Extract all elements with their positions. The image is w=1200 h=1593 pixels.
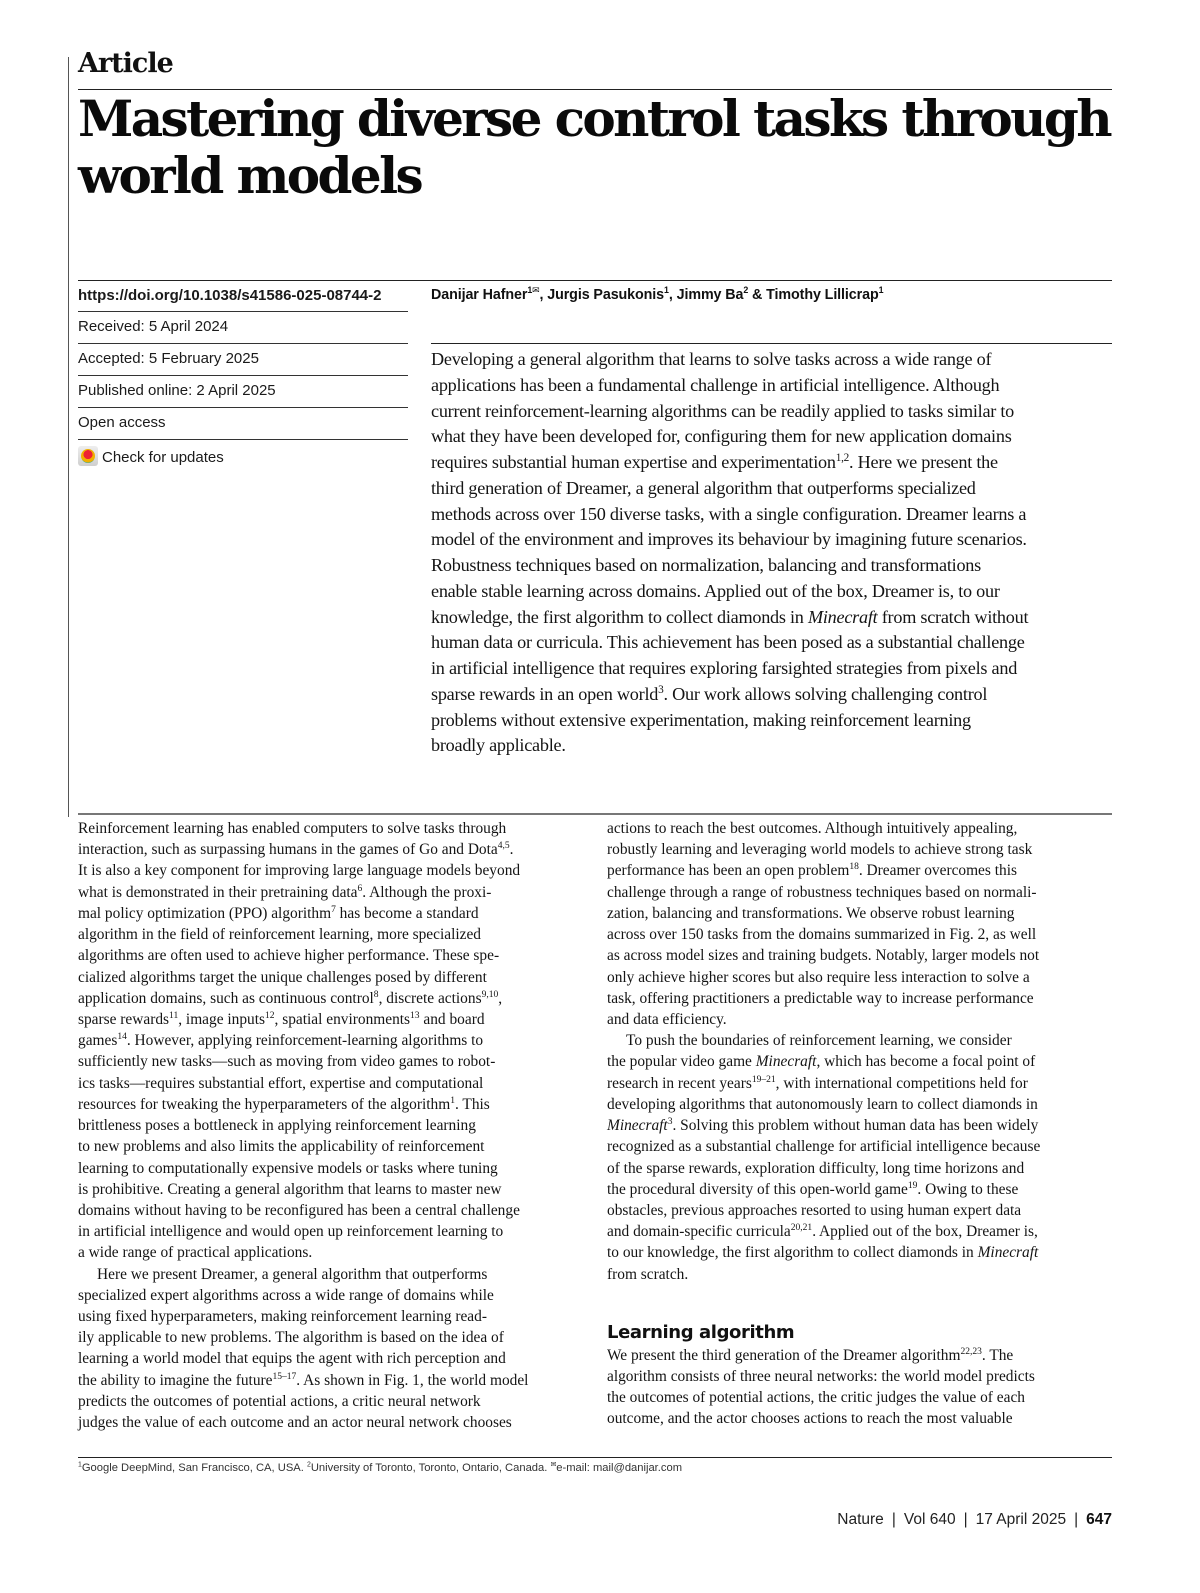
- author-separator: &: [748, 287, 767, 303]
- body-top-rule: [78, 813, 1112, 815]
- author-separator: ,: [539, 287, 548, 303]
- abstract-line: third generation of Dreamer, a general algorithm that outperforms specialized: [431, 477, 976, 498]
- journal-name: Nature: [837, 1511, 884, 1528]
- author-name[interactable]: Jurgis Pasukonis: [547, 287, 665, 303]
- affiliations-footnote: $^1$Google DeepMind, San Francisco, CA, USA. $^2$University of Toronto, Toronto, Ontario, Canada. ✉e-mail: mail@danijar.com: [78, 1461, 683, 1474]
- body-line: and domain-specific curricula$^{20,21}$. Applied out of the box, Dreamer is,: [607, 1222, 1038, 1241]
- body-line: learning to computationally expensive models or tasks where tuning: [78, 1159, 498, 1177]
- article-type-label: Article: [78, 48, 173, 79]
- body-line: robustly learning and leveraging world models to achieve strong task: [607, 841, 1033, 859]
- author-name[interactable]: Timothy Lillicrap: [766, 287, 879, 303]
- issue-date: 17 April 2025: [975, 1511, 1067, 1528]
- citation[interactable]: 4,5: [497, 840, 510, 852]
- meta-divider: [78, 439, 408, 440]
- body-line: outcome, and the actor chooses actions to reach the most valuable: [607, 1410, 1013, 1428]
- citation[interactable]: 15–17: [272, 1370, 297, 1382]
- body-line: algorithm consists of three neural networks: the world model predicts: [607, 1368, 1035, 1386]
- citation[interactable]: 1,2: [835, 451, 850, 464]
- body-line: We present the third generation of the Dreamer algorithm$^{22,23}$. The: [607, 1345, 1014, 1364]
- citation[interactable]: 9,10: [481, 988, 499, 1000]
- doi-link[interactable]: https://doi.org/10.1038/s41586-025-08744-2: [78, 287, 382, 304]
- citation[interactable]: 19: [907, 1179, 918, 1191]
- body-line: application domains, such as continuous control$^8$, discrete actions$^{9,10}$,: [78, 988, 503, 1007]
- author-affiliation: 1: [664, 285, 669, 296]
- body-line: brittleness poses a bottleneck in applying reinforcement learning: [78, 1117, 476, 1135]
- body-line: sparse rewards$^{11}$, image inputs$^{12}$, spatial environments$^{13}$ and board: [78, 1009, 485, 1028]
- check-updates-label: Check for updates: [102, 449, 224, 466]
- body-line: developing algorithms that autonomously learn to collect diamonds in: [607, 1095, 1038, 1113]
- citation[interactable]: 20,21: [790, 1222, 813, 1234]
- abstract-line: model of the environment and improves its behaviour by imagining future scenarios.: [431, 529, 1027, 550]
- citation[interactable]: 11: [169, 1009, 179, 1021]
- abstract-line: current reinforcement-learning algorithms can be readily applied to tasks similar to: [431, 400, 1015, 421]
- author-affiliation: 1✉: [527, 285, 540, 296]
- body-line: It is also a key component for improving large language models beyond: [78, 862, 521, 880]
- body-line: the ability to imagine the future$^{15-17}$. As shown in Fig. 1, the world model: [78, 1370, 529, 1389]
- body-line: performance has been an open problem$^{18}$. Dreamer overcomes this: [607, 861, 1017, 880]
- citation[interactable]: 22,23: [960, 1345, 982, 1357]
- citation[interactable]: 8: [373, 988, 379, 1000]
- received-date: Received: 5 April 2024: [78, 318, 229, 335]
- body-line: of the sparse rewards, exploration difficulty, long time horizons and: [607, 1159, 1025, 1177]
- title-line-1: Mastering diverse control tasks through: [78, 89, 1110, 148]
- page-footer: Nature | Vol 640 | 17 April 2025 | 647: [837, 1511, 1112, 1528]
- email-icon: ✉: [550, 1461, 557, 1469]
- body-line: the procedural diversity of this open-world game$^{19}$. Owing to these: [607, 1179, 1019, 1198]
- abstract: [431, 347, 1121, 759]
- body-line: cialized algorithms target the unique challenges posed by different: [78, 968, 487, 986]
- abstract-line: knowledge, the first algorithm to collect diamonds in Minecraft from scratch without: [431, 606, 1029, 627]
- abstract-line: requires substantial human expertise and experimentation$^{1,2}$. Here we present the: [431, 451, 998, 472]
- abstract-line: sparse rewards in an open world$^3$. Our work allows solving challenging control: [431, 683, 988, 704]
- body-line: only achieve higher scores but also require less interaction to solve a: [607, 968, 1030, 986]
- body-line: ily applicable to new problems. The algorithm is based on the idea of: [78, 1329, 504, 1347]
- body-line: recognized as a substantial challenge for artificial intelligence because: [607, 1138, 1041, 1156]
- abstract-line: what they have been developed for, configuring them for new application domains: [431, 426, 1012, 447]
- body-line: learning a world model that equips the agent with rich perception and: [78, 1350, 506, 1368]
- body-line: Here we present Dreamer, a general algorithm that outperforms: [97, 1265, 488, 1283]
- body-line: resources for tweaking the hyperparameters of the algorithm$^1$. This: [78, 1094, 490, 1113]
- body-line: to our knowledge, the first algorithm to collect diamonds in Minecraft: [607, 1244, 1039, 1262]
- check-for-updates-button[interactable]: [78, 446, 408, 466]
- citation[interactable]: 13: [410, 1009, 420, 1021]
- body-line: actions to reach the best outcomes. Although intuitively appealing,: [607, 820, 1018, 837]
- body-column-left: [78, 818, 586, 1433]
- body-line: a wide range of practical applications.: [78, 1244, 313, 1262]
- body-line: research in recent years$^{19-21}$, with international competitions held for: [607, 1073, 1028, 1092]
- body-line: specialized expert algorithms across a wide range of domains while: [78, 1286, 494, 1304]
- citation[interactable]: 18: [849, 861, 859, 873]
- body-column-right: [607, 818, 1113, 1430]
- abstract-line: Robustness techniques based on normalization, balancing and transformations: [431, 555, 981, 575]
- body-line: interaction, such as surpassing humans in the games of Go and Dota$^{4,5}$.: [78, 840, 514, 859]
- body-line: mal policy optimization (PPO) algorithm$^7$ has become a standard: [78, 903, 479, 922]
- meta-divider: [78, 407, 408, 408]
- body-line: challenge through a range of robustness techniques based on normali-: [607, 883, 1037, 901]
- author-name[interactable]: Jimmy Ba: [676, 287, 744, 303]
- citation[interactable]: 3: [658, 683, 664, 696]
- meta-top-rule: [78, 280, 1112, 281]
- abstract-line: applications has been a fundamental challenge in artificial intelligence. Although: [431, 374, 1000, 395]
- body-line: using fixed hyperparameters, making reinforcement learning read-: [78, 1308, 487, 1326]
- body-line: task, offering practitioners a predictable way to increase performance: [607, 989, 1034, 1007]
- author-name[interactable]: Danijar Hafner: [431, 287, 528, 303]
- section-heading: Learning algorithm: [607, 1321, 795, 1343]
- body-line: obstacles, previous approaches resorted to using human expert data: [607, 1201, 1022, 1219]
- open-access-label[interactable]: Open access: [78, 414, 166, 431]
- body-line: zation, balancing and transformations. We observe robust learning: [607, 904, 1015, 922]
- body-line: games$^{14}$. However, applying reinforcement-learning algorithms to: [78, 1031, 484, 1050]
- citation[interactable]: 19–21: [751, 1073, 776, 1085]
- author-affiliation: 1: [878, 285, 884, 296]
- meta-divider: [78, 343, 408, 344]
- email-link[interactable]: e-mail: mail@danijar.com: [556, 1462, 683, 1474]
- accepted-date: Accepted: 5 February 2025: [78, 350, 259, 367]
- body-line: is prohibitive. Creating a general algorithm that learns to master new: [78, 1180, 502, 1198]
- abstract-line: human data or curricula. This achievement has been posed as a substantial challenge: [431, 632, 1025, 653]
- body-line: the popular video game Minecraft, which has become a focal point of: [607, 1053, 1036, 1071]
- body-line: domains without having to be reconfigured has been a central challenge: [78, 1201, 520, 1219]
- abstract-line: methods across over 150 diverse tasks, with a single configuration. Dreamer learns a: [431, 503, 1027, 524]
- page-title: [78, 90, 1118, 204]
- author-list: [431, 287, 883, 303]
- footnote-rule: [78, 1457, 1112, 1458]
- abstract-line: broadly applicable.: [431, 735, 566, 756]
- title-line-2: world models: [78, 146, 422, 205]
- author-affiliation: 2: [743, 285, 749, 296]
- volume: Vol 640: [903, 1511, 956, 1528]
- body-line: as across model sizes and training budgets. Notably, larger models not: [607, 947, 1040, 965]
- meta-divider: [78, 311, 408, 312]
- body-line: sufficiently new tasks—such as moving from video games to robot-: [78, 1053, 496, 1071]
- abstract-line: in artificial intelligence that requires exploring farsighted strategies from pixels and: [431, 658, 1018, 678]
- abstract-line: Developing a general algorithm that learns to solve tasks across a wide range of: [431, 349, 992, 369]
- body-line: across over 150 tasks from the domains summarized in Fig. 2, as well: [607, 926, 1037, 944]
- citation[interactable]: 12: [265, 1009, 275, 1021]
- published-date: Published online: 2 April 2025: [78, 382, 276, 399]
- author-separator: ,: [668, 287, 677, 303]
- citation[interactable]: 6: [357, 882, 363, 894]
- citation[interactable]: 7: [331, 903, 336, 915]
- body-line: To push the boundaries of reinforcement learning, we consider: [626, 1032, 1012, 1050]
- abstract-top-rule: [431, 343, 1112, 344]
- citation[interactable]: 14: [117, 1031, 127, 1043]
- body-line: what is demonstrated in their pretraining data$^6$. Although the proxi-: [78, 882, 492, 901]
- body-line: predicts the outcomes of potential actions, a critic neural network: [78, 1392, 481, 1410]
- margin-rule: [68, 57, 69, 817]
- body-line: to new problems and also limits the applicability of reinforcement: [78, 1138, 485, 1156]
- body-line: ics tasks—requires substantial effort, expertise and computational: [78, 1074, 484, 1092]
- body-line: judges the value of each outcome and an actor neural network chooses: [78, 1414, 512, 1432]
- body-line: and data efficiency.: [607, 1010, 727, 1028]
- meta-divider: [78, 375, 408, 376]
- abstract-line: problems without extensive experimentation, making reinforcement learning: [431, 709, 971, 730]
- crossmark-icon: [78, 446, 98, 466]
- body-line: algorithm in the field of reinforcement learning, more specialized: [78, 926, 481, 944]
- abstract-line: enable stable learning across domains. Applied out of the box, Dreamer is, to our: [431, 580, 1000, 601]
- page-number: 647: [1086, 1511, 1112, 1528]
- body-line: algorithms are often used to achieve higher performance. These spe-: [78, 947, 500, 965]
- body-line: in artificial intelligence and would open up reinforcement learning to: [78, 1223, 504, 1241]
- body-line: the outcomes of potential actions, the critic judges the value of each: [607, 1389, 1025, 1407]
- citation[interactable]: 1: [450, 1094, 455, 1106]
- body-line: from scratch.: [607, 1265, 689, 1283]
- citation[interactable]: 3: [667, 1115, 673, 1127]
- body-line: Reinforcement learning has enabled computers to solve tasks through: [78, 820, 507, 837]
- body-line: Minecraft$^3$. Solving this problem without human data has been widely: [607, 1115, 1039, 1135]
